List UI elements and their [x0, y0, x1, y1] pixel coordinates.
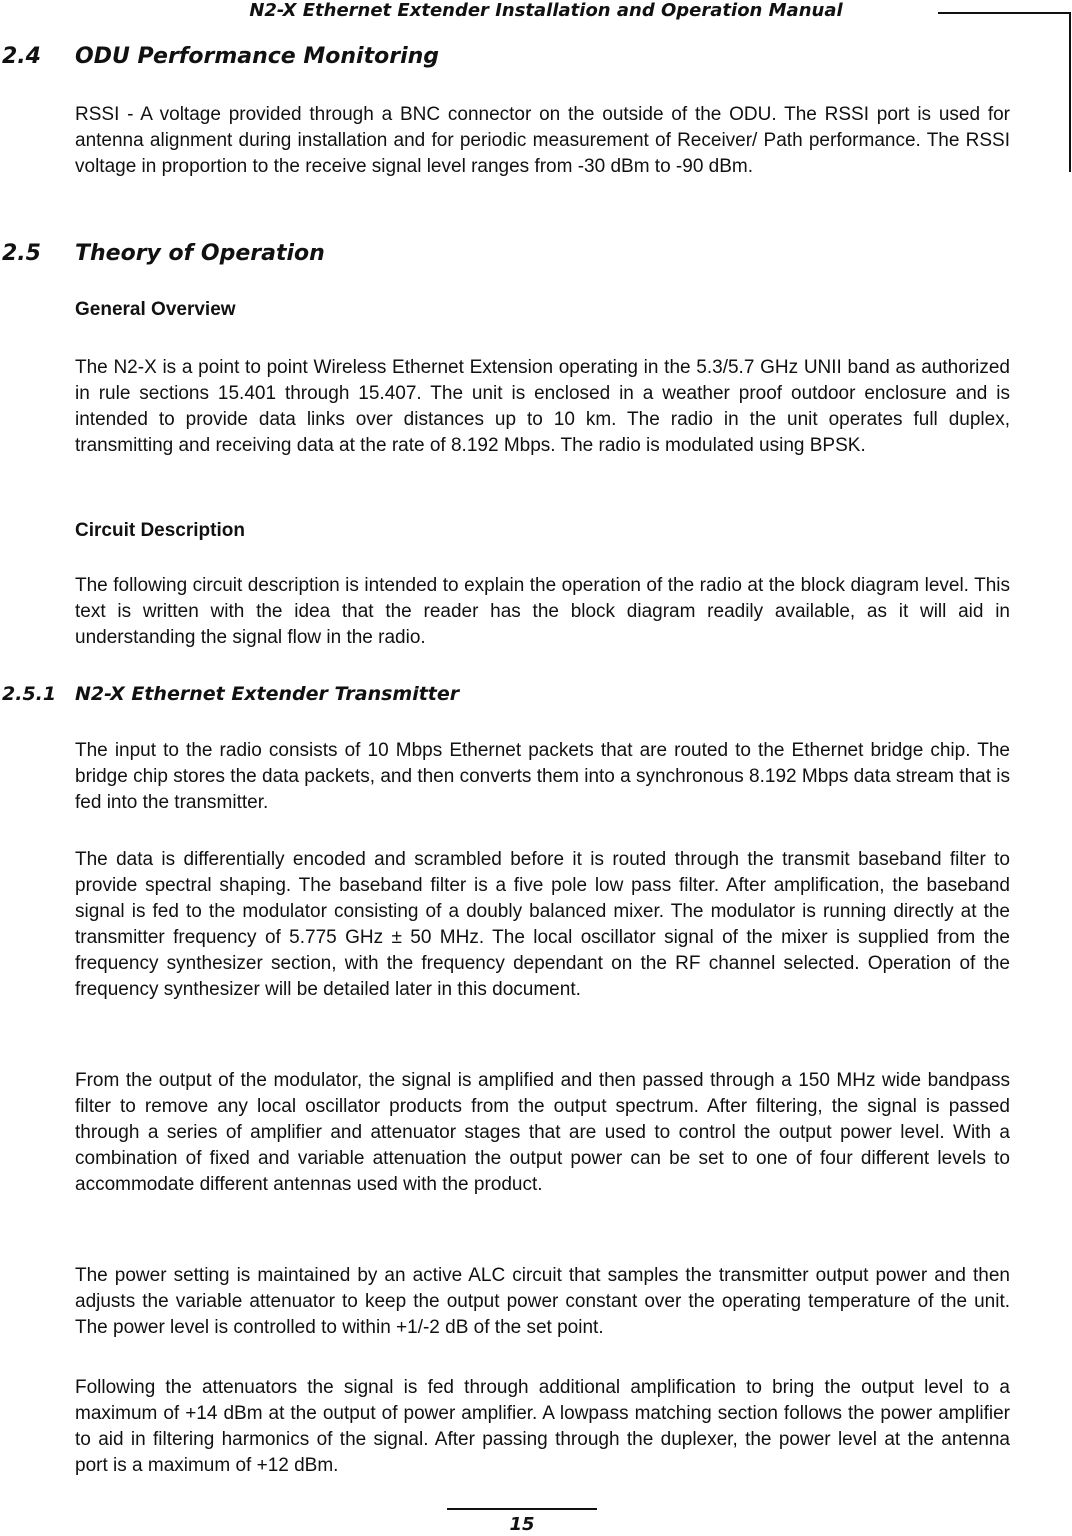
rssi-paragraph: RSSI - A voltage provided through a BNC connector on the outside of the ODU. The RSSI port is used for antenna alignment during installation and for periodic measurement of Receiver/ Path performance. The RSSI voltage in proportion to the receive signal level ranges from -30 dBm to -90 dBm. [75, 104, 1010, 177]
general-overview-heading: General Overview [75, 299, 236, 320]
footer-rule [447, 1508, 597, 1510]
transmitter-paragraph-4: The power setting is maintained by an active ALC circuit that samples the transmitter output power and then adjusts the variable attenuator to keep the output power constant over the operating temperature of the unit. The power level is controlled to within +1/-2 dB of the set point. [75, 1265, 1010, 1338]
transmitter-paragraph-5: Following the attenuators the signal is fed through additional amplification to bring the output level to a maximum of +14 dBm at the output of power amplifier. A lowpass matching section follows the power amplifier to aid in filtering harmonics of the signal. After passing through the duplexer, the power level at the antenna port is a maximum of +12 dBm. [75, 1377, 1010, 1476]
section-title: Theory of Operation [75, 241, 325, 266]
transmitter-paragraph-1: The input to the radio consists of 10 Mbps Ethernet packets that are routed to the Ethernet bridge chip. The bridge chip stores the data packets, and then converts them into a synchronous 8.192 Mbps data stream that is fed into the transmitter. [75, 740, 1010, 813]
section-number: 2.5.1 [2, 683, 57, 705]
circuit-description-heading: Circuit Description [75, 520, 245, 541]
section-number: 2.4 [2, 44, 41, 69]
header-side-rule [1069, 12, 1071, 172]
page-number: 15 [509, 1514, 535, 1535]
section-number: 2.5 [2, 241, 41, 266]
circuit-description-paragraph: The following circuit description is intended to explain the operation of the radio at the block diagram level. This text is written with the idea that the reader has the block diagram readily available, as it will aid in understanding the signal flow in the radio. [75, 575, 1010, 648]
header-rule [938, 12, 1071, 14]
section-2-4-heading [2, 44, 439, 70]
section-2-5-1-heading [2, 682, 459, 706]
transmitter-paragraph-2: The data is differentially encoded and scrambled before it is routed through the transmit baseband filter to provide spectral shaping. The baseband filter is a five pole low pass filter. After amplification, the baseband signal is fed to the modulator consisting of a doubly balanced mixer. The modulator is running directly at the transmitter frequency of 5.775 GHz ± 50 MHz. The local oscillator signal of the mixer is supplied from the frequency synthesizer section, with the frequency dependant on the RF channel selected. Operation of the frequency synthesizer will be detailed later in this document. [75, 849, 1010, 1000]
section-title: ODU Performance Monitoring [75, 44, 440, 69]
running-header: N2-X Ethernet Extender Installation and Operation Manual [249, 0, 843, 21]
section-title: N2-X Ethernet Extender Transmitter [75, 683, 460, 705]
section-2-5-heading [2, 241, 325, 267]
general-overview-paragraph: The N2-X is a point to point Wireless Ethernet Extension operating in the 5.3/5.7 GHz UNII band as authorized in rule sections 15.401 through 15.407. The unit is enclosed in a weather proof outdoor enclosure and is intended to provide data links over distances up to 10 km. The radio in the unit operates full duplex, transmitting and receiving data at the rate of 8.192 Mbps. The radio is modulated using BPSK. [75, 357, 1010, 456]
transmitter-paragraph-3: From the output of the modulator, the signal is amplified and then passed through a 150 MHz wide bandpass filter to remove any local oscillator products from the output spectrum. After filtering, the signal is passed through a series of amplifier and attenuator stages that are used to control the output power level. With a combination of fixed and variable attenuation the output power can be set to one of four different levels to accommodate different antennas used with the product. [75, 1070, 1010, 1195]
